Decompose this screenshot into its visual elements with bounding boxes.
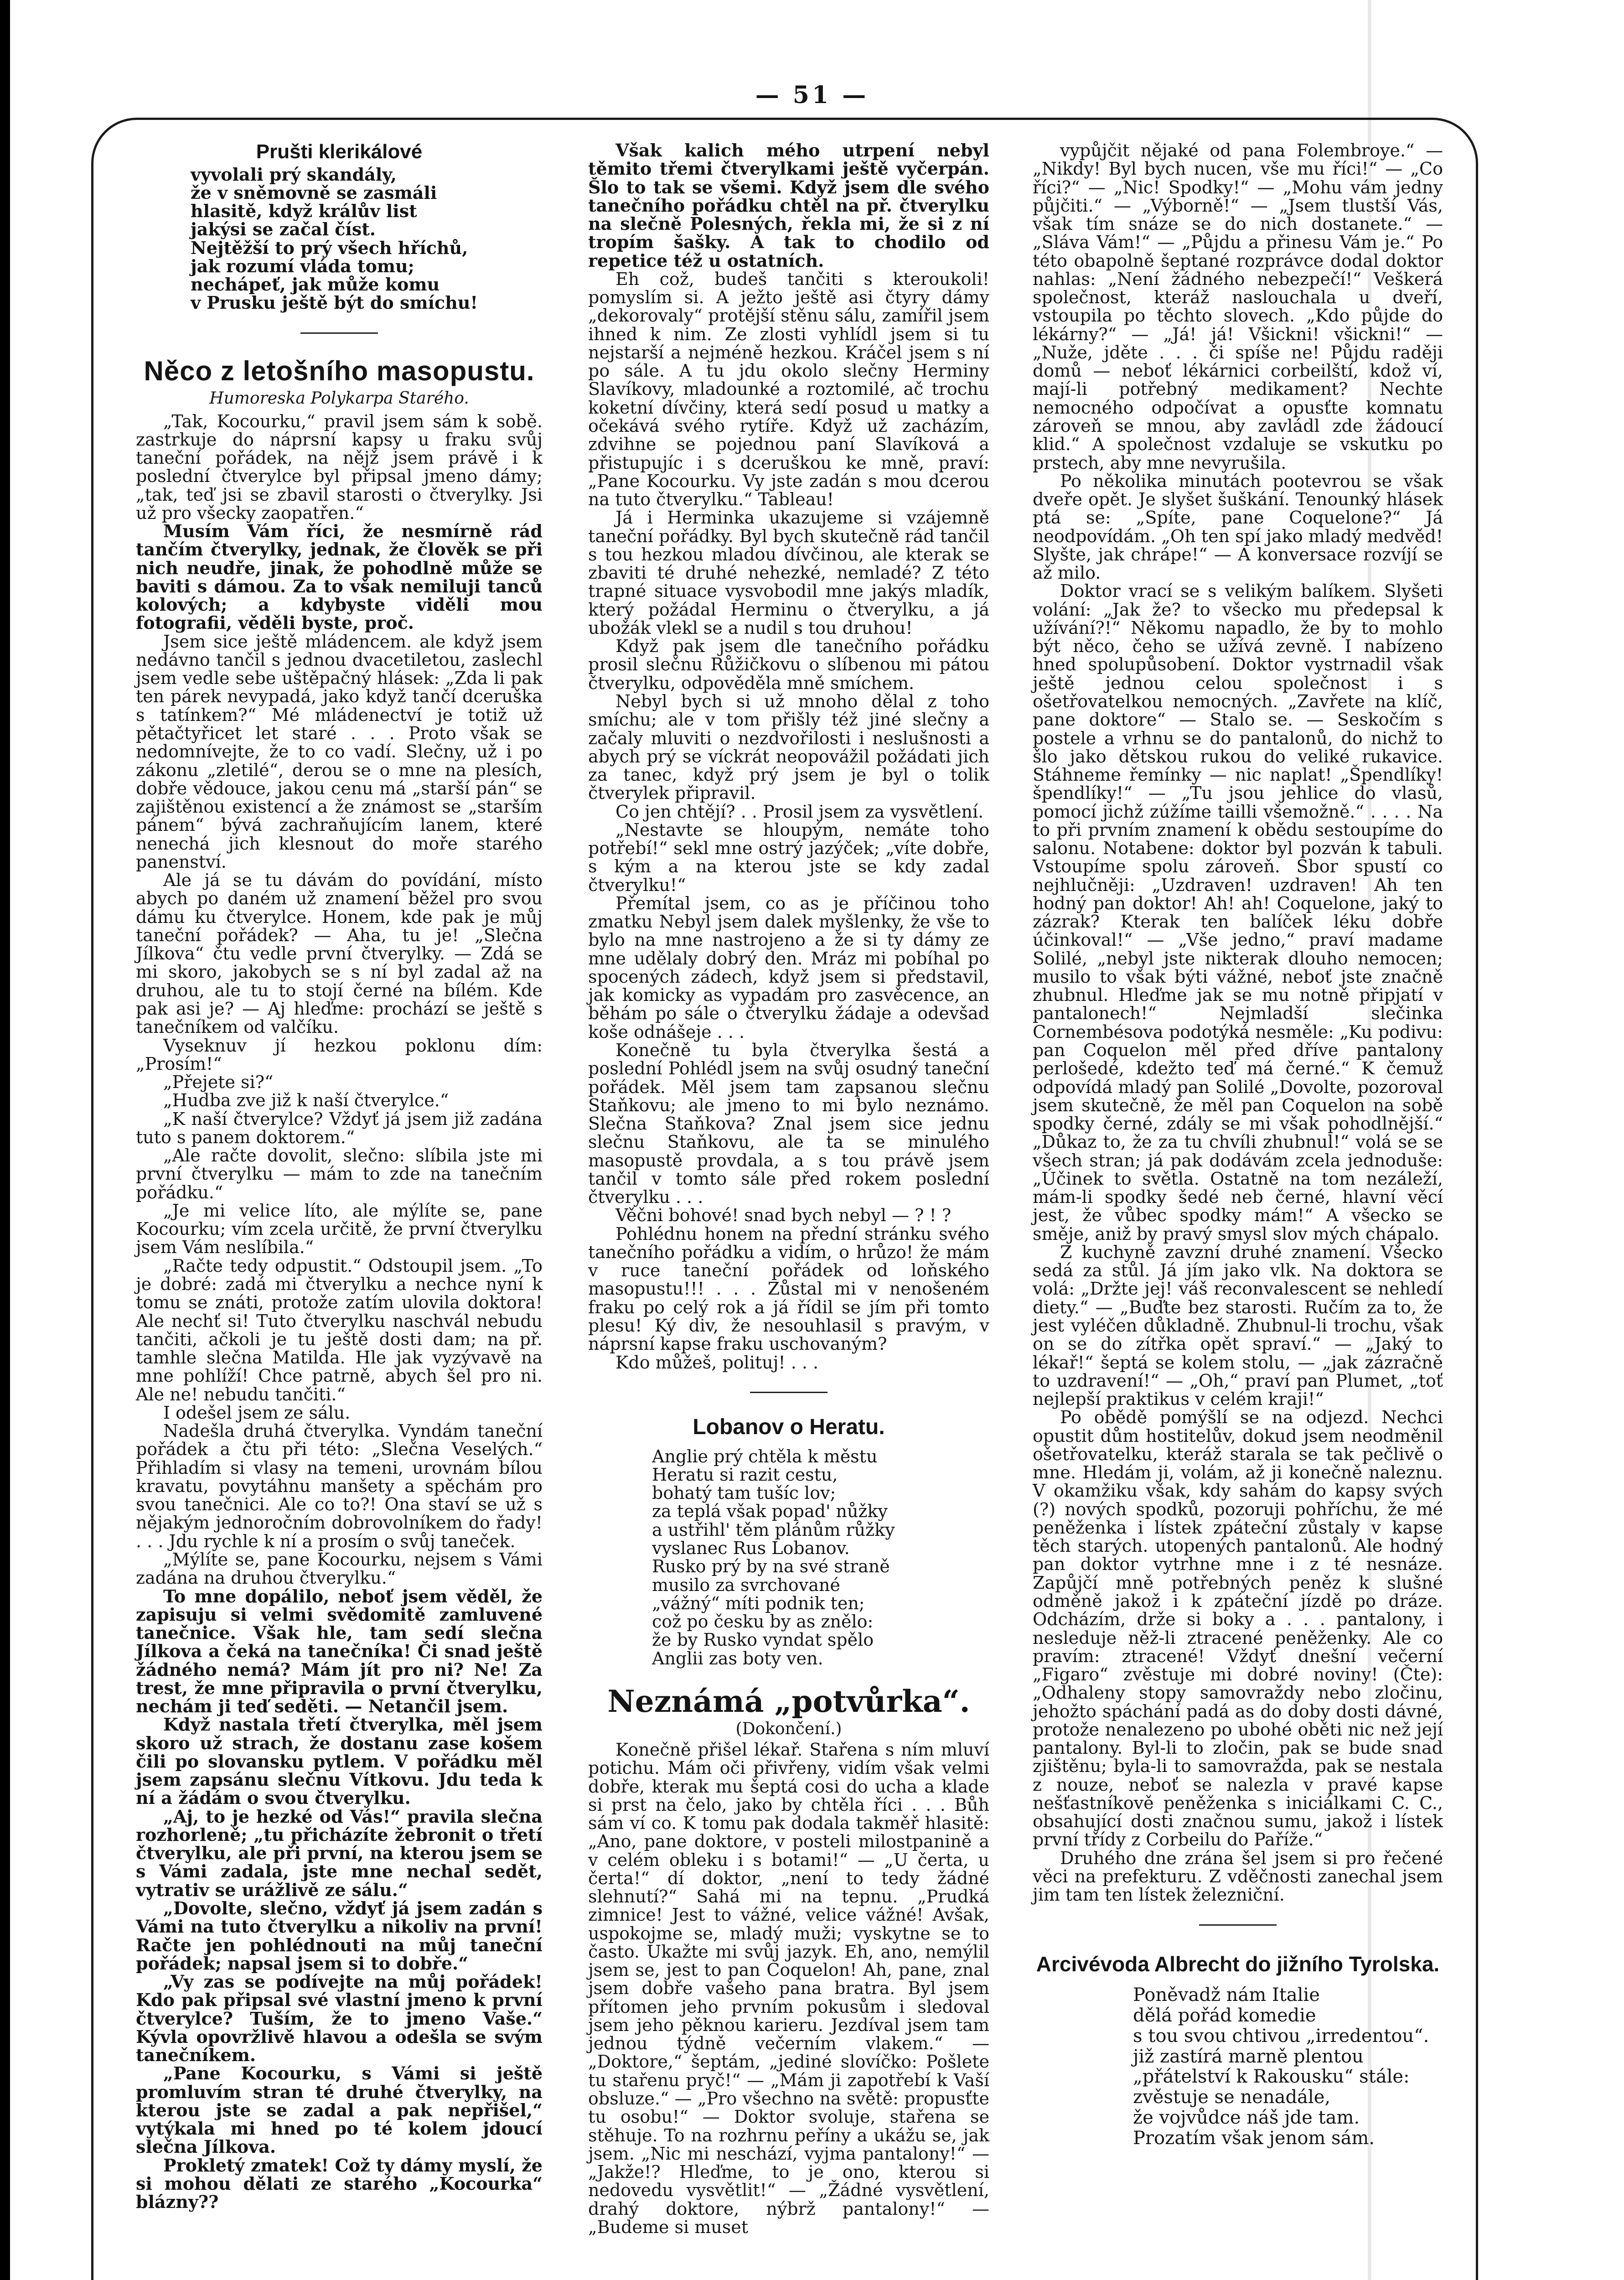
paragraph: „Je mi velice líto, ale mýlíte se, pane Kocourku; vím zcela určitě, že první čtverylku jsem Vám neslíbila.“ [136, 1200, 543, 1258]
paragraph: „K naší čtverylce? Vždyť já jsem již zadána tuto s panem doktorem.“ [136, 1109, 543, 1147]
paragraph: Konečně přišel lékař. Stařena s ním mluví potichu. Mám oči přivřeny, vidím však velmi dobře, kterak mu šeptá cosi do ucha a klade si prst na čelo, jako by chtěla říci . . . Bůh sám ví co. K tomu pak dodala takměř hlasitě: „Ano, pane doktore, v posteli milostpanině a v celém obleku i s botami!“ — „U čerta, u čerta!“ dí doktor, „není to tedy žádné slehnutí?“ Sahá mi na tepnu. „Prudká zimnice! Jest to vážné, velice vážné! Avšak, uspokojme se, mladý muži; vyskytne se to často. Ukažte mi svůj jazyk. Eh, ano, nemýlil jsem se, jest to pan Coquelon! Ah, pane, znal jsem dobře vašeho pana bratra. Byl jsem přítomen jeho prvním pokusům i sledoval jsem jeho pěknou karieru. Jezdíval jsem tam jednou týdně večerním vlakem.“ — „Doktore,“ šeptám, „jediné slovíčko: Pošlete tu stařenu pryč!“ — „Mám ji zapotřebí k Vaší obsluze.“ — „Pro všechno na světě: propusťte tu osobu!“ — Doktor svoluje, stařena se stěhuje. To na rozhrnu peříny a ukážu se, jak jsem. „Nic mi neschází, vyjma pantalony!“ — „Jakže!? Hleďme, to je ono, kterou si nedovedu vysvětlit!“ — „Žádné vysvětlení, drahý doktore, nýbrž pantalony!“ — „Budeme si muset [588, 1739, 989, 2237]
paragraph: Po obědě pomýšlí se na odjezd. Nechci opustit dům hostitelův, dokud jsem neodměnil ošetřovatelku, kteráž starala se tak pečlivě o mne. Hledám ji, volám, až ji konečně naleznu. V okamžiku však, kdy sahám do kapsy svých (?) nových spodků, pozoruji pohříchu, že mé peněženka i lístek zpáteční zůstaly v kapse těch starých. utopených pantalonů. Ale hodný pan doktor vytrhne mne i z té nesnáze. Zapůjčí mně potřebných peněz k slušné odměně jakož i k zpáteční jízdě po dráze. Odcházím, drže si boky a . . . pantalony, i nesleduje něž-li ztracené peněženky. Ale co pravím: ztracené! Vždyť dnešní večerní „Figaro“ zvěstuje mi dobré noviny! (Čte): „Odhaleny stopy samovraždy nebo zločinu, jehožto spáchání padá as do doby dosti dávné, protože nenalezeno po ubohé oběti nic než její pantalony. Byl-li to zločin, pak se bude snad zjištěnu; byla-li to samovražda, pak se nestala z nouze, neboť se nalezla v pravé kapse nešťastníkově peněženka s iniciálkami C. C., obsahující dosti značnou sumu, jakož i lístek první třídy z Corbeilu do Paříže.“ [1033, 1407, 1443, 1850]
article-body-masopust [136, 412, 543, 2212]
article-title-arcivevoda: Arcivévoda Albrecht do jižního Tyrolska. [1036, 1952, 1440, 1976]
paragraph: Ale já se tu dávám do povídání, místo abych po daném už znamení běžel pro svou dámu ku čtverylce. Honem, kde pak je můj taneční pořádek? — Aha, tu je! „Slečna Jílkova“ čtu vedle první čtverylky. — Zdá se mi skoro, jakobych se s ní byl zadal až na druhou, ale tu to stojí černé na bílém. Kde pak asi je? — Aj hleďme: prochází se ještě s tanečníkem od valčíku. [136, 870, 543, 1037]
paragraph: Já i Herminka ukazujeme si vzájemně taneční pořádky. Byl bych skutečně rád tančil s tou hezkou mladou dívčinou, ale kterak se zbaviti té druhé nehezké, nemladé? Z této trapné situace vysvobodil mne jakýs mladík, který požádal Herminu o čtverylku, a já ubožák vlekl se a nudil s tou druhou! [588, 508, 989, 638]
paragraph: Když nastala třetí čtverylka, měl jsem skoro už strach, že dostanu zase košem čili po slovansku pytlem. V pořádku měl jsem zapsánu slečnu Vítkovu. Jdu teda k ní a žádám o svou čtverylku. [136, 1714, 543, 1808]
paragraph: Jsem sice ještě mládencem. ale když jsem nedávno tančil s jednou dvacetiletou, zaslechl jsem vedle sebe uštěpačný hlásek: „Zda li pak ten párek nevypadá, jako když tančí dceruška s tatínkem?“ Mé mládenectví je totiž už pětačtyřicet let staré . . . Proto však se nedomnívejte, že to co vadí. Slečny, už i po zákonu „zletilé“, derou se o mne na plesích, dobře vědouce, jakou cenu má „starší pán“ se zajištěnou existencí a že známost se „starším pánem“ bývá zachraňujícím lanem, které nenechá jich klesnout do moře starého panenství. [136, 631, 543, 872]
paragraph: „Vy zas se podívejte na můj pořádek! Kdo pak připsal své vlastní jmeno k první čtverylce? Tuším, že to jmeno Vaše.“ Kývla opovržlivě hlavou a odešla se svým tanečníkem. [136, 1971, 543, 2066]
paragraph: „Ale račte dovolit, slečno: slíbila jste mi první čtverylku — mám to zde na tanečním pořádku.“ [136, 1145, 543, 1202]
paragraph: Doktor vrací se s velikým balíkem. Slyšeti volání: „Jak že? to všecko mu předepsal k užívání?!“ Někomu napadlo, že by to mohlo být něco, čeho se užívá zevně. I nabízeno hned spolupůsobení. Doktor vystrnadil však ještě jednou celou společnost i s ošetřovatelkou nemocných. „Zavřete na klíč, pane doktore“ — Stalo se. — Seskočím s postele a vrhnu se do pantalonů, do nichž to šlo jako dětskou rukou do veliké rukavice. Stáhneme řemínky — nic naplat! „Špendlíky! špendlíky!“ — „Tu jsou jehlice do vlasů, pomocí jichž zúžíme tailli všemožně.“ . . . . Na to při prvním znamení k obědu sestoupíme do salonu. Notabene: doktor byl pozván k tabuli. Vstoupíme spolu zároveň. Sbor spustí co nejhlučněji: „Uzdraven! uzdraven! Ah ten hodný pan doktor! Ah! ah! Coquelone, jaký to zázrak? Kterak ten balíček léku dobře účinkoval!“ — „Vše jedno,“ praví madame Solilé, „nebyl jste nikterak dlouho nemocen; musilo to však býti vážné, neboť jste značně zhubnul. Hleďme jak se mu notně připjatí v pantalonech!“ Nejmladší slečinka Cornembésova podotýká nesměle: „Ku podivu: pan Coquelon měl před dříve pantalony perlošedé, kdežto teď má černé.“ K čemuž odpovídá mladý pan Solilé „Dovolte, pozoroval jsem skutečně, že měl pan Coquelon na sobě spodky černé, zdály se mi však pohodlnější.“ „Důkaz to, že za tu chvíli zhubnul!“ volá se se všech stran; já pak dodávám zcela jednoduše: „Účinek to světla. Ostatně na tom nezáleží, mám-li spodky šedé neb černé, hlavní věcí jest, že vůbec spodky mám!“ A všecko se směje, aniž by pravý smysl slov mých chápalo. [1033, 581, 1443, 1244]
article-body-neznama-potvurka [588, 1741, 989, 2236]
article-title-neznama-potvurka: Neznámá „potvůrka“. [607, 1683, 970, 1719]
paragraph: Věčni bohové! snad bych nebyl — ? ! ? [615, 1205, 952, 1226]
poem-prusti-klerikalove: vyvolali prý skandály, že v sněmovně se zasmáli hlasitě, když králův list jakýsi se začal číst. Nejtěžší to prý všech hříchů, jak rozumí vláda tomu; nechápeť, jak může komu v Prusku ještě být do smíchu! [191, 164, 478, 313]
paragraph: Nebyl bych si už mnoho dělal z toho smíchu; ale v tom přišly též jiné slečny a začaly mluviti o nezdvořilosti i neslušnosti a abych prý se víckrát neopovážil požádati jich za tanec, když prý jsem je byl o tolik čtverylek připravil. [588, 691, 989, 803]
paragraph: To mne dopálilo, neboť jsem věděl, že zapisuju si velmi svědomitě zamluvené tanečnice. Však hle, tam sedí slečna Jílkova a čeká na tanečníka! Či snad ještě žádného nemá? Mám jít pro ni? Ne! Za trest, že mne připravila o první čtverylku, nechám ji teď seděti. — Netančil jsem. [136, 1586, 543, 1717]
article-title-prusti-klerikalove: Prušti klerikálové [256, 140, 423, 163]
article-subtitle-dokonceni: (Dokončení.) [735, 1719, 842, 1738]
paragraph: Přemítal jsem, co as je příčinou toho zmatku Nebyl jsem dalek myšlenky, že vše to bylo na mne nastrojeno a že si ty dámy ze mne udělaly dobrý den. Mráz mi pobíhal po spocených zádech, když jsem si představil, jak komicky as vypadám pro zasvěcence, an běhám po sále o čtverylku žádaje a odevšad koše odnášeje . . . [588, 893, 989, 1042]
paragraph: Vyseknuv jí hezkou poklonu dím: „Prosím!“ [136, 1035, 543, 1074]
paragraph: Druhého dne zrána šel jsem si pro řečené věci na prefekturu. Z vděčnosti zanechal jsem jim tam ten lístek železniční. [1033, 1848, 1443, 1905]
paragraph: „Mýlíte se, pane Kocourku, nejsem s Vámi zadána na druhou čtverylku.“ [136, 1549, 543, 1588]
paragraph: Kdo můžeš, polituj! . . . [615, 1352, 819, 1373]
paragraph: I odešel jsem ze sálu. [163, 1402, 351, 1423]
paragraph: „Račte tedy odpustit.“ Odstoupil jsem. „To je dobré: zadá mi čtverylku a nechce nyní k tomu se znáti, protože zatím ulovila doktora! Ale nechť si! Tuto čtverylku naschvál nebudu tančiti, ačkoli je tu ještě dosti dam; na př. tamhle slečna Matilda. Hle jak vyzývavě na mne pohlíží! Chce patrně, abych šel pro ni. Ale ne! nebudu tančiti.“ [136, 1255, 543, 1404]
paragraph: „Dovolte, slečno, vždyť já jsem zadán s Vámi na tuto čtverylku a nikoliv na první! Račte jen pohlédnouti na můj taneční pořádek; napsal jsem si to dobře.“ [136, 1898, 543, 1974]
paragraph: vypůjčit nějaké od pana Folembroye.“ — „Nikdy! Byl bych nucen, vše mu říci!“ — „Co říci?“ — „Nic! Spodky!“ — „Mohu vám jedny půjčiti.“ — „Výborně!“ — „Jsem tlustší Vás, však tím snáze se do nich dostanete.“ — „Sláva Vám!“ — „Půjdu a přinesu Vám je.“ Po této obapolně šeptané rozprávce dodal doktor nahlas: „Není žádného nebezpečí!“ Veškerá společnost, kteráž naslouchala u dveří, vstoupila po těchto slovech. „Kdo půjde do lékárny?“ — „Já! já! Všickni! všickni!“ — „Nuže, jděte . . . či spíše ne! Půjdu raději domů — neboť lékárnici corbeilští, kdož ví, mají-li potřebný medikament? Nechte nemocného odpočívat a opusťte komnatu zároveň se mnou, aby zavládl zde žádoucí klid.“ A společnost vzdaluje se vskutku po prstech, aby mne nevyrušila. [1033, 140, 1443, 473]
paragraph: „Pane Kocourku, s Vámi si ještě promluvím stran té druhé čtverylky, na kterou jste se zadal a pak nepřišel,“ vytýkala mi hned po té kolem jdoucí slečna Jílkova. [136, 2063, 543, 2157]
article-title-masopust: Něco z letošního masopustu. [144, 355, 535, 386]
scan-left-edge [0, 0, 10, 2280]
article-body-neznama-potvurka-continued [1033, 141, 1443, 1904]
article-subtitle-masopust: Humoreska Polykarpa Starého. [209, 389, 469, 408]
poem-arcivevoda: Poněvadž nám Italie dělá pořád komedie s tou svou chtivou „irredentou“. již zastírá marně plentou „přátelství k Rakousku“ stále: zvěstuje se nenadále, že vojvůdce náš jde tam. Prozatím však jenom sám. [1133, 1985, 1429, 2149]
column-2 [588, 141, 989, 2236]
paragraph: Konečně tu byla čtverylka šestá a poslední Pohlédl jsem na svůj osudný taneční pořádek. Měl jsem tam zapsanou slečnu Staňkovu; ale jmeno to mi bylo neznámo. Slečna Staňkova? Znal jsem sice jednu slečnu Staňkovu, ale ta se minulého masopustě provdala, a s tou právě jsem tančil v tomto sále před rokem poslední čtverylku . . . [588, 1040, 989, 1207]
page-number: — 51 — [755, 81, 869, 109]
paragraph: Z kuchyně zavzní druhé znamení. Všecko sedá za stůl. Já jím jako vlk. Na doktora se volá: „Držte jej! váš reconvalescent se nehledí diety.“ — „Buďte bez starosti. Ručím za to, že jest vyléčen důkladně. Zhubnul-li trochu, však on se do zítřka opět spraví.“ — „Jaký to lékař!“ šeptá se kolem stolu, — „jak zázračně to uzdravení!“ — „Oh,“ praví pan Plumet, „toť nejlepší praktikus v celém kraji!“ [1033, 1242, 1443, 1409]
paragraph: Eh což, budeš tančiti s kteroukoli! pomyslím si. A ježto ještě asi čtyry dámy „dekorovaly“ protější stěnu sálu, zamířil jsem ihned k nim. Ze zlosti vyhlídl jsem si tu nejstarší a nejméně hezkou. Kráčel jsem s ní po sále. A tu jdu okolo slečny Herminy Slavíkovy, mladounké a roztomilé, ač trochu koketní dívčiny, která sedí posud u matky a očekává svého rytíře. Když už zacházím, zdvihne se pojednou paní Slavíková a přistupujíc i s dceruškou ke mně, praví: „Pane Kocourku. Vy jste zadán s mou dcerou na tuto čtverylku.“ Tableau! [588, 269, 989, 510]
paragraph: „Hudba zve již k naší čtverylce.“ [163, 1090, 449, 1111]
paragraph: Když pak jsem dle tanečního pořádku prosil slečnu Růžičkovu o slíbenou mi pátou čtverylku, odpověděla mně smíchem. [588, 636, 989, 693]
separator-rule [1199, 1924, 1277, 1926]
paragraph: „Nestavte se hloupým, nemáte toho potřebí!“ sekl mne ostrý jazýček; „víte dobře, s kým a na kterou jste se kdy zadal čtverylku!“ [588, 819, 989, 895]
article-title-lobanov: Lobanov o Heratu. [693, 1415, 885, 1439]
separator-rule [750, 1392, 828, 1393]
paragraph: Však kalich mého utrpení nebyl těmito třemi čtverylkami ještě vyčerpán. Šlo to tak se všemi. Když jsem dle svého tanečního pořádku chtěl na př. čtverylku na slečně Polesných, řekla mi, že si z ní tropím šašky. A tak to chodilo od repetice též u ostatních. [588, 140, 989, 271]
separator-rule [300, 332, 378, 334]
paragraph: Musím Vám říci, že nesmírně rád tančím čtverylky, jednak, že člověk se při nich neudře, jinak, že pohodlně může se baviti s dámou. Za to však nemiluji tanců kolových; a kdybyste viděli mou fotografii, věděli byste, proč. [136, 521, 543, 633]
paragraph: Nadešla druhá čtverylka. Vyndám taneční pořádek a čtu při této: „Slečna Veselých.“ Přihladím si vlasy na temeni, urovnám bílou kravatu, povytáhnu manšety a spěchám pro svou tanečnici. Ale co to?! Ona staví se už s nějakým jednoročním dobrovolníkem do řady! . . . Jdu rychle k ní a prosím o svůj taneček. [136, 1421, 543, 1551]
paragraph: Co jen chtějí? . . Prosil jsem za vysvětlení. [615, 801, 984, 822]
paragraph: Pohlédnu honem na přední stránku svého tanečního pořádku a vidím, o hrůzo! že mám v ruce taneční pořádek od loňského masopustu!!! . . . Zůstal mi v nenošeném fraku po celý rok a já řídil se jím při tomto plesu! Ký div, že nesouhlasil s pravým, v náprsní kapse fraku uschovaným? [588, 1223, 989, 1354]
paragraph: „Aj, to je hezké od Vás!“ pravila slečna rozhorleně; „tu přicházíte žebronit o třetí čtverylku, ale při první, na kterou jsem se s Vámi zadala, jste mne nechal sedět, vytrativ se urážlivě ze sálu.“ [136, 1806, 543, 1900]
column-1 [136, 141, 543, 2212]
paragraph: Prokletý zmatek! Což ty dámy myslí, že si mohou dělati ze starého „Kocourka“ blázny?? [136, 2155, 543, 2213]
poem-lobanov: Anglie prý chtěla k městu Heratu si razit cestu, bohatý tam tušíc lov; za teplá však popad' nůžky a ustřihl' těm plánům růžky vyslanec Rus Lobanov. Rusko prý by na své straně musilo za svrchované „vážný“ míti podnik ten; což po česku by as znělo: že by Rusko vyndat spělo Anglii zas boty ven. [652, 1446, 895, 1669]
paragraph: „Tak, Kocourku,“ pravil jsem sám k sobě. zastrkuje do náprsní kapsy u fraku svůj taneční pořádek, na nějž jsem právě i k poslední čtverylce byl připsal jmeno dámy; „tak, teď jsi se zbavil starosti o čtverylky. Jsi už pro všecky zaopatřen.“ [136, 411, 543, 523]
paragraph: „Přejete si?“ [163, 1072, 274, 1093]
column-3 [1033, 141, 1443, 2149]
article-body-masopust-continued [588, 141, 989, 1372]
paragraph: Po několika minutách pootevrou se však dveře opět. Je slyšet šuškání. Tenounký hlásek ptá se: „Spíte, pane Coquelone?“ Já neodpovídám. „Oh ten spí jako mladý medvěd! Slyšte, jak chrápe!“ — A konversace rozvíjí se až milo. [1033, 471, 1443, 583]
